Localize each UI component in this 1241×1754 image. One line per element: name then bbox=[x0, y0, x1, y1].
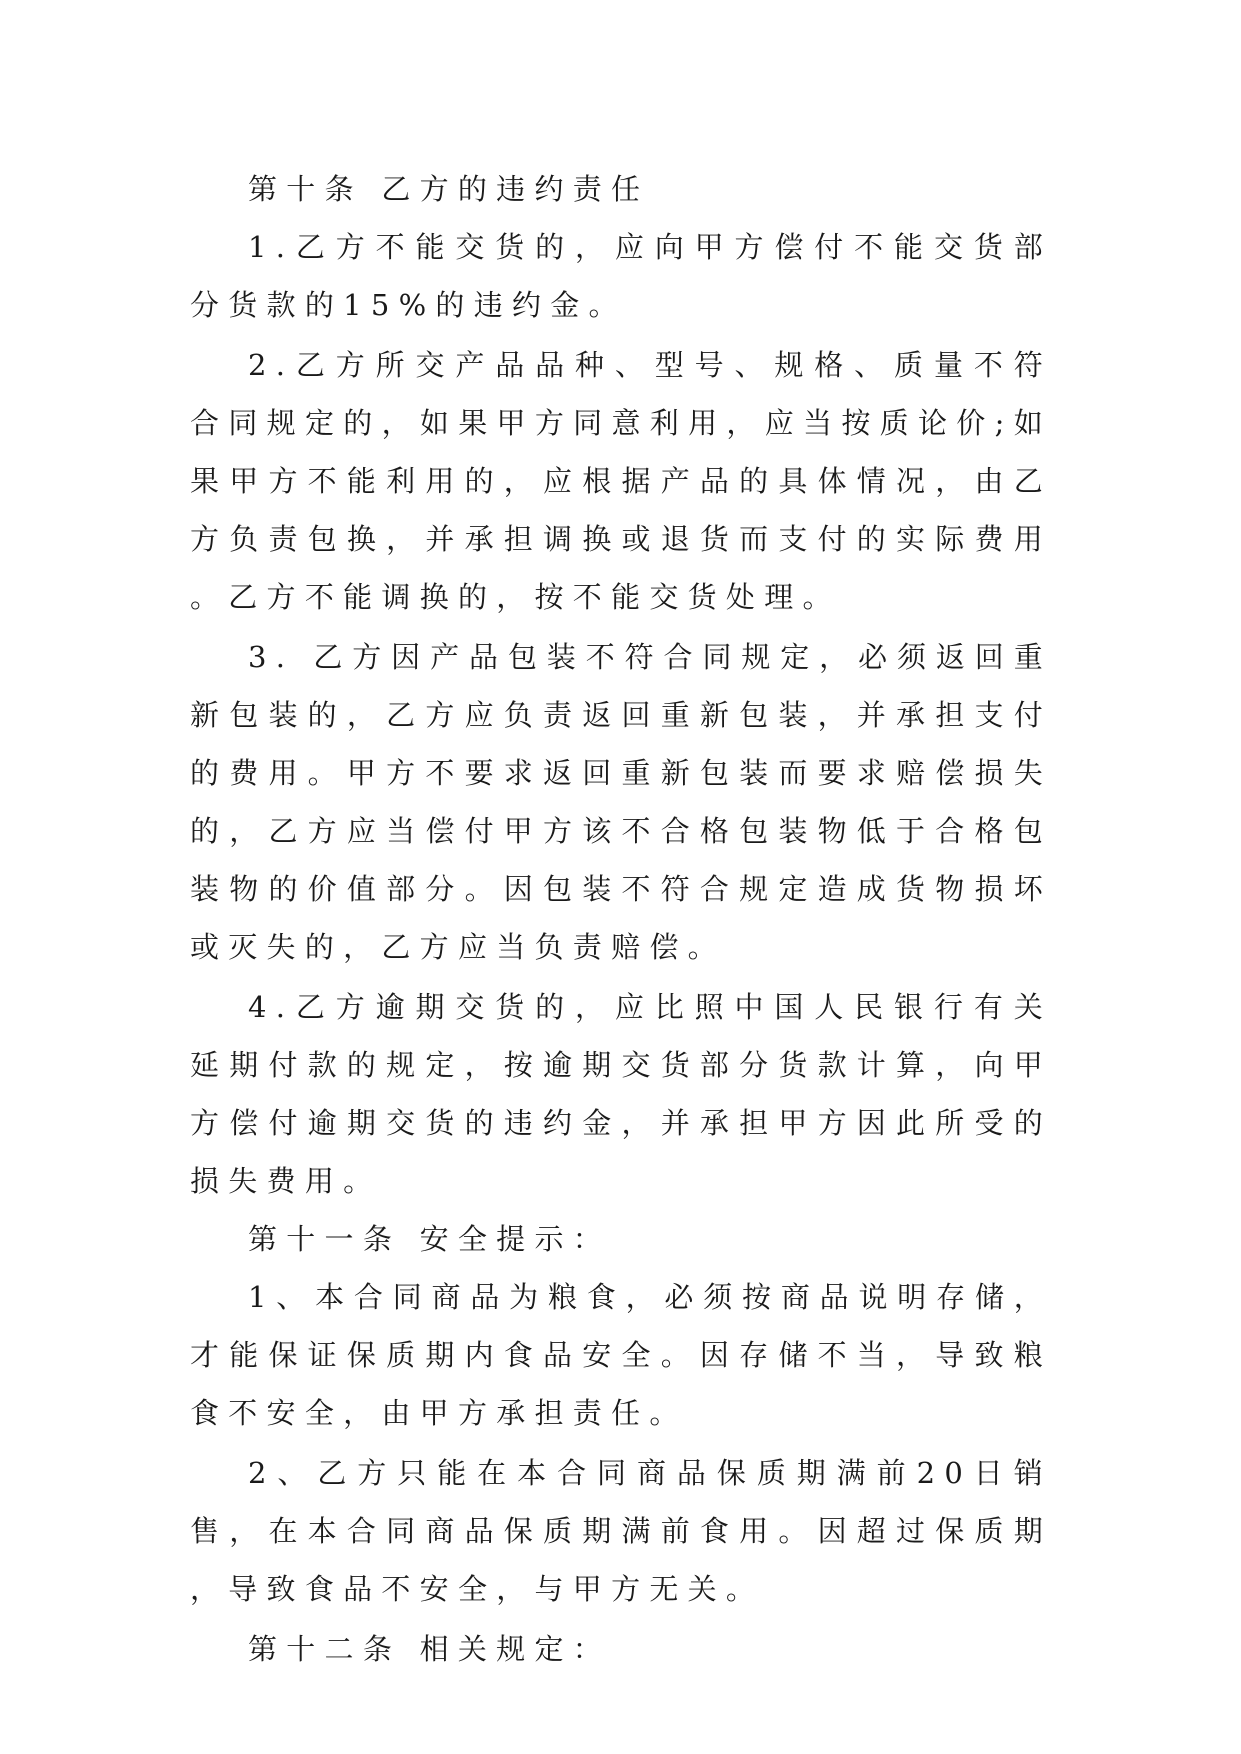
article-10-item-2: 2.乙方所交产品品种、型号、规格、质量不符合同规定的，如果甲方同意利用，应当按质论价;如果甲方不能利用的，应根据产品的具体情况，由乙方负责包换，并承担调换或退货而支付的实际费用。乙方不能调换的，按不能交货处理。 bbox=[190, 348, 1052, 614]
article-11-item-2: 2、乙方只能在本合同商品保质期满前20日销售，在本合同商品保质期满前食用。因超过保质期，导致食品不安全，与甲方无关。 bbox=[190, 1456, 1052, 1606]
article-10-item-1: 1.乙方不能交货的，应向甲方偿付不能交货部分货款的15%的违约金。 bbox=[190, 230, 1052, 322]
article-10-item-4: 4.乙方逾期交货的，应比照中国人民银行有关延期付款的规定，按逾期交货部分货款计算，向甲方偿付逾期交货的违约金，并承担甲方因此所受的损失费用。 bbox=[190, 990, 1052, 1198]
article-10-item-3: 3. 乙方因产品包装不符合同规定，必须返回重新包装的，乙方应负责返回重新包装，并承担支付的费用。甲方不要求返回重新包装而要求赔偿损失的，乙方应当偿付甲方该不合格包装物低于合格包装物的价值部分。因包装不符合规定造成货物损坏或灭失的，乙方应当负责赔偿。 bbox=[190, 640, 1052, 964]
article-10-heading: 第十条 乙方的违约责任 bbox=[248, 172, 650, 206]
article-12-heading: 第十二条 相关规定： bbox=[248, 1632, 612, 1666]
article-11-heading: 第十一条 安全提示： bbox=[248, 1222, 612, 1256]
article-11-item-1: 1、本合同商品为粮食，必须按商品说明存储，才能保证保质期内食品安全。因存储不当，导致粮食不安全，由甲方承担责任。 bbox=[190, 1280, 1052, 1430]
document-page bbox=[190, 160, 1052, 1666]
